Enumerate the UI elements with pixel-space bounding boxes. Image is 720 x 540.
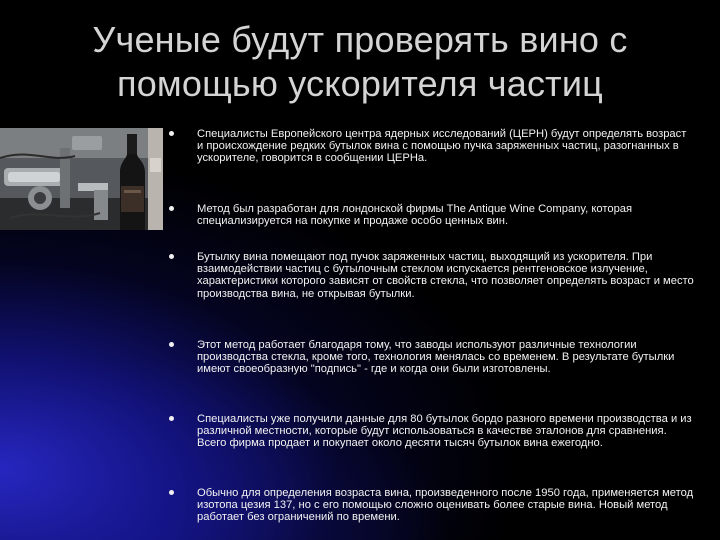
lab-equipment-and-wine-bottle-photo [0, 128, 163, 230]
bullet-dot-icon [169, 254, 174, 259]
bullet-text: Метод был разработан для лондонской фирмы The Antique Wine Company, которая специализируется на покупке и продаже особо ценных вин. [197, 203, 633, 228]
bullet-dot-icon [169, 490, 174, 495]
bullet-text: Специалисты Европейского центра ядерных исследований (ЦЕРН) будут определять возраст и происхождение редких бутылок вина с помощью пучка заряженных частиц, разогнанных в ускорителе, говорится в сообщении ЦЕРНа. [197, 128, 687, 165]
bullet-text: Обычно для определения возраста вина, произведенного после 1950 года, применяется метод изотопа цезия 137, но с его помощью сложно оценивать более старые вина. Новый метод работает без ограничений по времени. [197, 487, 694, 524]
bullet-dot-icon [169, 131, 174, 136]
bullet-dot-icon [169, 206, 174, 211]
bullet-text: Этот метод работает благодаря тому, что заводы используют различные технологии производства стекла, кроме того, технология менялась со временем. В результате бутылки имеют своеобразную "подпись" - где и когда они были изготовлены. [197, 339, 675, 376]
bullet-text: Бутылку вина помещают под пучок заряженных частиц, выходящий из ускорителя. При взаимодействии частиц с бутылочным стеклом испускается рентгеновское излучение, характеристики которого зависят от свойств стекла, что позволяет определять возраст и место производства вина, не открывая бутылки. [197, 251, 694, 300]
bullet-dot-icon [169, 416, 174, 421]
slide-title: Ученые будут проверять вино с помощью ускорителя частиц [92, 19, 628, 104]
bullet-text: Специалисты уже получили данные для 80 бутылок бордо разного времени производства и из различной местности, которые будут использоваться в качестве эталонов для сравнения. Всего фирма продает и покупает около десяти тысяч бутылок вина ежегодно. [197, 413, 692, 450]
bullet-dot-icon [169, 342, 174, 347]
